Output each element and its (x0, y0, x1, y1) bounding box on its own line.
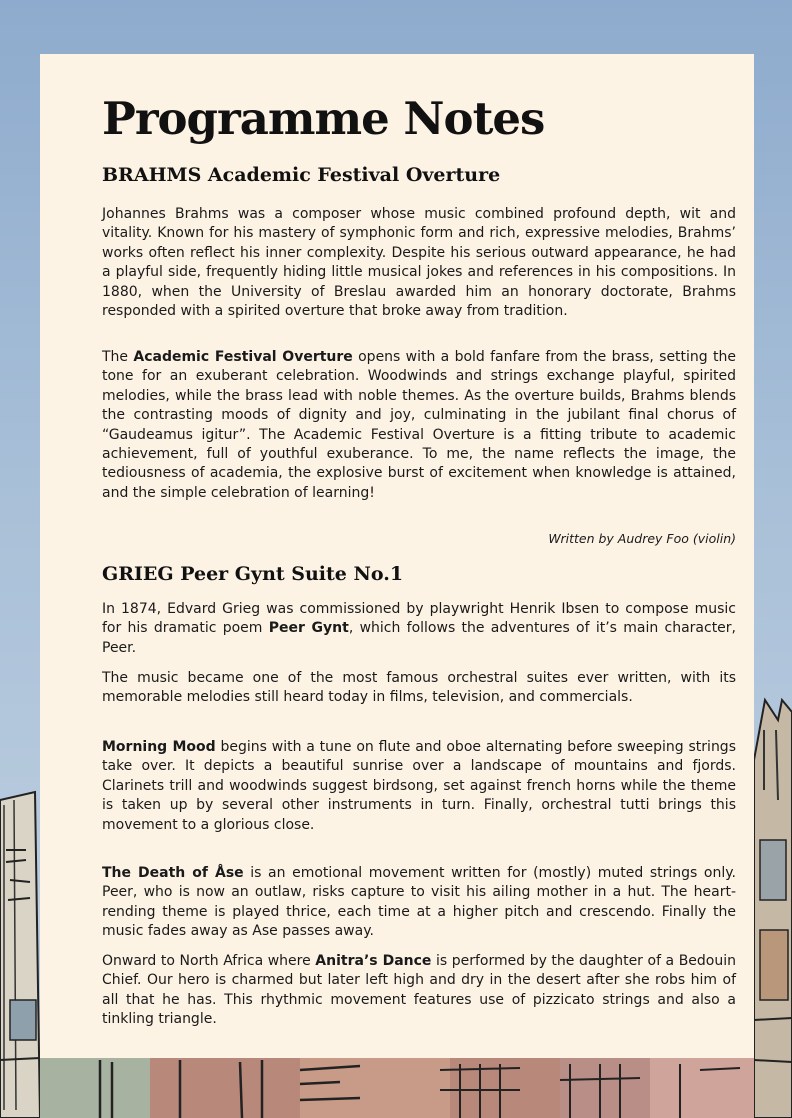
grieg-p5-lead: Onward to North Africa where (102, 953, 316, 969)
page-title: Programme Notes (102, 92, 545, 145)
grieg-paragraph-5 (102, 952, 736, 1030)
grieg-p5-emphasis: Anitra’s Dance (315, 953, 432, 969)
grieg-paragraph-3 (102, 738, 736, 835)
grieg-p1-rest: , which follows the adventures of it’s main character, Peer. (102, 620, 737, 656)
brahms-p2-rest: opens with a bold fanfare from the brass, setting the tone for an exuberant celebration. Woodwinds and strings exchange playful, spirited melodies, while the brass lead with noble themes. As the overture builds, Brahms blends the contrasting moods of dignity and joy, culminating in the jubilant final chorus of “Gaudeamus igitur”. The Academic Festival Overture is a fitting tribute to academic achievement, full of youthful exuberance. To me, the name reflects the image, the tediousness of academia, the explosive burst of excitement when knowledge is attained, and the simple celebration of learning! (102, 349, 736, 501)
brahms-paragraph-1: Johannes Brahms was a composer whose music combined profound depth, wit and vitality. Known for his mastery of symphonic form and rich, expressive melodies, Brahms’ works often reflect his inner complexity. Despite his serious outward appearance, he had a playful side, frequently hiding little musical jokes and references in his compositions. In 1880, when the University of Breslau awarded him an honorary doctorate, Brahms responded with a spirited overture that broke away from tradition. (102, 206, 736, 320)
grieg-paragraph-2: The music became one of the most famous orchestral suites ever written, with its memorable melodies still heard today in films, television, and commercials. (102, 670, 736, 706)
brahms-p2-lead: The (102, 349, 134, 365)
grieg-p3-rest: begins with a tune on flute and oboe alternating before sweeping strings take over. It depicts a beautiful sunrise over a landscape of mountains and fjords. Clarinets trill and woodwinds suggest birdsong, set against french horns while the theme is taken up by several other instruments in turn. Finally, orchestral tutti brings this movement to a glorious close. (102, 739, 736, 833)
grieg-p5-rest: is performed by the daughter of a Bedouin Chief. Our hero is charmed but later left high and dry in the desert after she robs him of all that he has. This rhythmic movement features use of pizzicato strings and also a tinkling triangle. (102, 953, 737, 1028)
grieg-p4-emphasis: The Death of Åse (102, 865, 244, 881)
grieg-p1-lead: In 1874, Edvard Grieg was commissioned by playwright Henrik Ibsen to compose music for his dramatic poem (102, 601, 736, 637)
grieg-heading: GRIEG Peer Gynt Suite No.1 (102, 563, 404, 585)
grieg-paragraph-4 (102, 864, 736, 942)
grieg-p4-rest: is an emotional movement written for (mostly) muted strings only. Peer, who is now an outlaw, risks capture to visit his ailing mother in a hut. The heart-rending theme is played thrice, each time at a higher pitch and crescendo. Finally the music fades away as Ase passes away. (102, 865, 737, 940)
grieg-p1-emphasis: Peer Gynt (268, 620, 349, 637)
brahms-paragraph-2 (102, 348, 736, 503)
grieg-paragraph-1 (102, 600, 736, 658)
brahms-heading: BRAHMS Academic Festival Overture (102, 164, 501, 186)
brahms-p2-emphasis: Academic Festival Overture (133, 349, 353, 365)
programme-notes-panel (40, 54, 754, 1058)
brahms-credit: Written by Audrey Foo (violin) (548, 531, 736, 546)
grieg-p3-emphasis: Morning Mood (102, 739, 216, 755)
